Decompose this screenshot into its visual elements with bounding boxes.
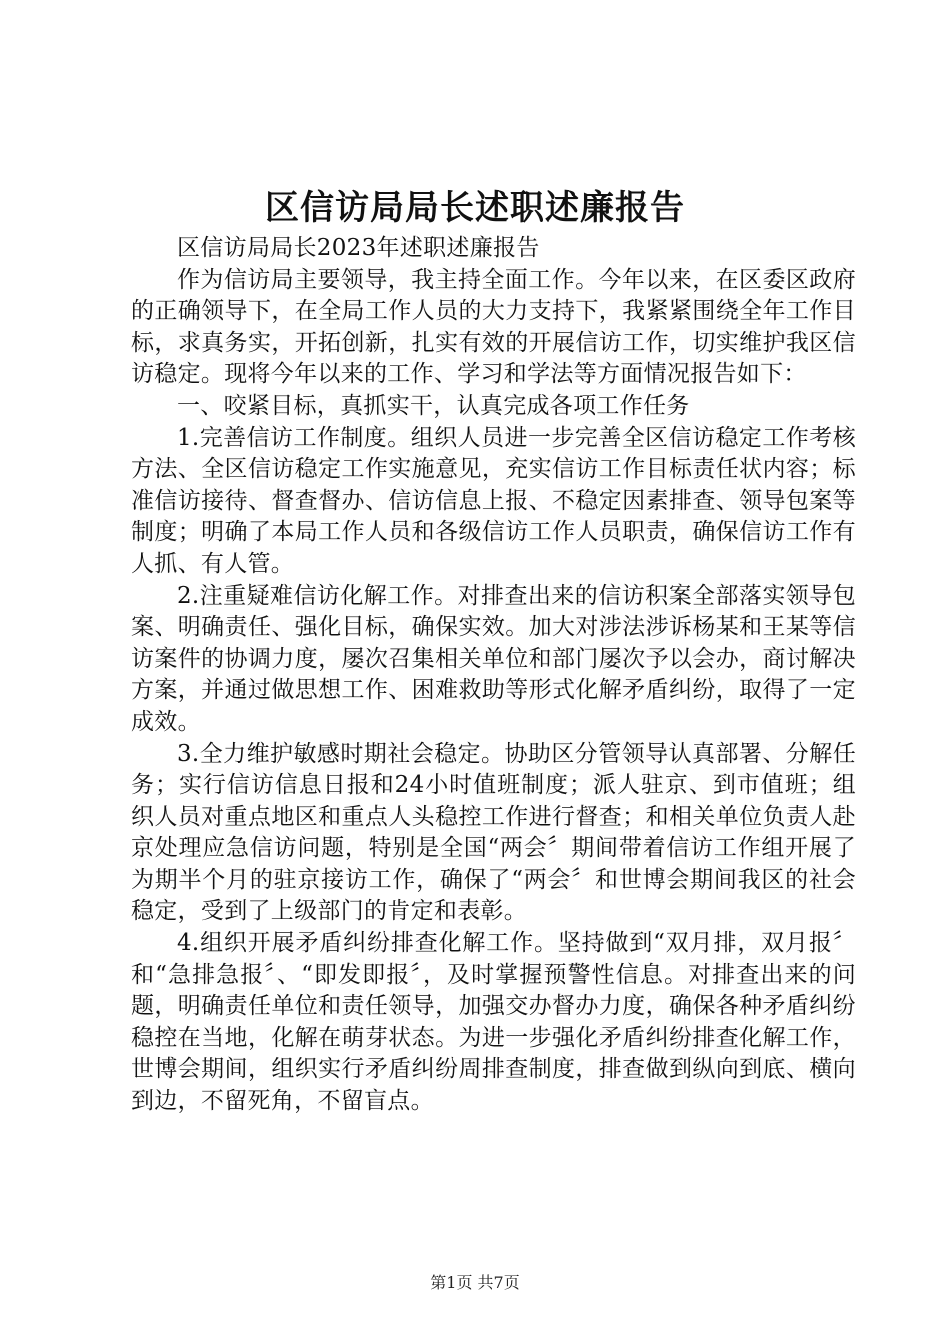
paragraph-intro: 作为信访局主要领导，我主持全面工作。今年以来，在区委区政府的正确领导下，在全局工作人员的大力支持下，我紧紧围绕全年工作目标，求真务实，开拓创新，扎实有效的开展信访工作，切实维护我区信访稳定。现将今年以来的工作、学习和学法等方面情况报告如下： [131,266,856,388]
section-heading: 一、咬紧目标，真抓实干，认真完成各项工作任务 [177,392,690,419]
paragraph-subtitle: 区信访局局长2023年述职述廉报告 [177,235,540,261]
document-body [131,233,856,1118]
paragraph-item-2: 2.注重疑难信访化解工作。对排查出来的信访积案全部落实领导包案、明确责任、强化目标，确保实效。加大对涉法涉诉杨某和王某等信访案件的协调力度，屡次召集相关单位和部门屡次予以会办，商讨解决方案，并通过做思想工作、困难救助等形式化解矛盾纠纷，取得了一定成效。 [131,582,856,735]
paragraph-item-1: 1.完善信访工作制度。组织人员进一步完善全区信访稳定工作考核方法、全区信访稳定工作实施意见，充实信访工作目标责任状内容；标准信访接待、督查督办、信访信息上报、不稳定因素排查、领导包案等制度；明确了本局工作人员和各级信访工作人员职责，确保信访工作有人抓、有人管。 [131,424,856,577]
paragraph-item-4: 4.组织开展矛盾纠纷排查化解工作。坚持做到“双月排，双月报〞和“急排急报〞、“即发即报〞，及时掌握预警性信息。对排查出来的问题，明确责任单位和责任领导，加强交办督办力度，确保各种矛盾纠纷稳控在当地，化解在萌芽状态。为进一步强化矛盾纠纷排查化解工作，世博会期间，组织实行矛盾纠纷周排查制度，排查做到纵向到底、横向到边，不留死角，不留盲点。 [131,930,856,1115]
paragraph-item-3: 3.全力维护敏感时期社会稳定。协助区分管领导认真部署、分解任务；实行信访信息日报和24小时值班制度；派人驻京、到市值班；组织人员对重点地区和重点人头稳控工作进行督查；和相关单位负责人赴京处理应急信访问题，特别是全国“两会〞期间带着信访工作组开展了为期半个月的驻京接访工作，确保了“两会〞和世博会期间我区的社会稳定，受到了上级部门的肯定和表彰。 [131,740,856,925]
document-title: 区信访局局长述职述廉报告 [265,188,685,228]
page-footer: 第1页 共7页 [430,1273,520,1292]
